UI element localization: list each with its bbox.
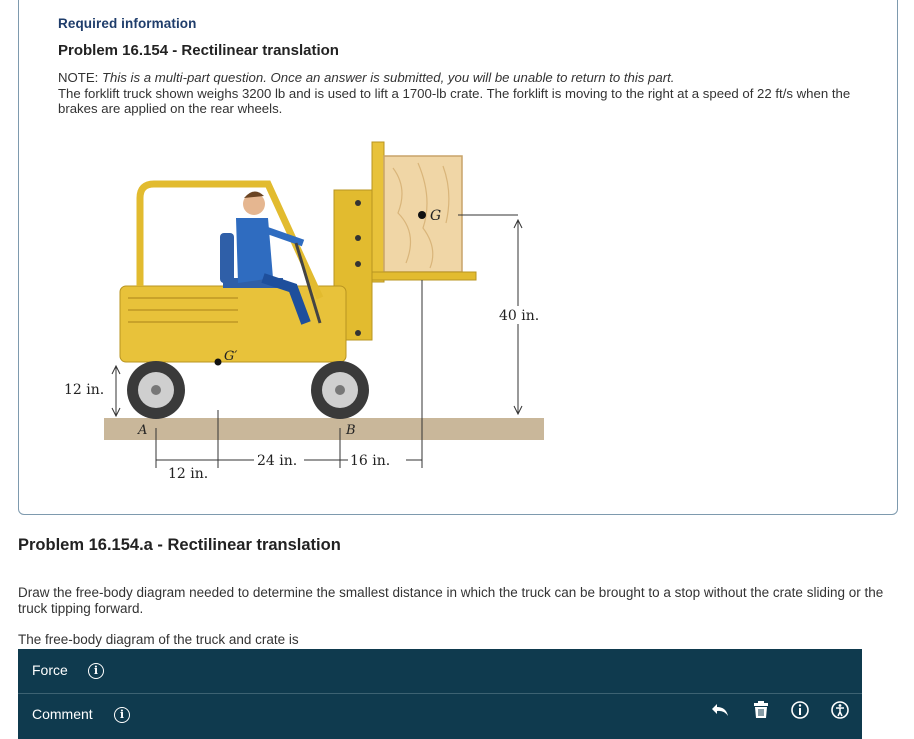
fork xyxy=(372,272,476,280)
problem-title: Problem 16.154 - Rectilinear translation xyxy=(58,42,339,59)
force-row[interactable] xyxy=(18,649,862,694)
undo-icon[interactable] xyxy=(711,700,731,720)
fbd-toolbar xyxy=(18,649,862,739)
dim-24in: 24 in. xyxy=(257,453,298,469)
accessibility-icon[interactable] xyxy=(830,700,850,720)
dim-16in: 16 in. xyxy=(350,453,391,469)
forklift-figure xyxy=(58,138,548,488)
note-text: This is a multi-part question. Once an answer is submitted, you will be unable to return to this part. xyxy=(101,70,675,85)
label-G: G xyxy=(430,208,442,224)
dim-12in-bottom: 12 in. xyxy=(168,466,209,482)
part-instruction: Draw the free-body diagram needed to determine the smallest distance in which the truck can be brought to a stop without the crate sliding or the truck tipping forward. xyxy=(18,585,884,616)
comment-label[interactable]: Comment xyxy=(32,706,93,722)
label-A: A xyxy=(138,423,148,438)
ground xyxy=(104,418,544,440)
problem-statement: The forklift truck shown weighs 3200 lb and is used to lift a 1700-lb crate. The forklift is moving to the right at a speed of 22 ft/s when the brakes are applied on the rear wheels. xyxy=(58,85,851,116)
dim-12in-left: 12 in. xyxy=(64,382,105,398)
comment-info-icon[interactable]: i xyxy=(114,707,130,723)
fbd-intro: The free-body diagram of the truck and crate is xyxy=(18,632,299,647)
front-wheel xyxy=(311,361,369,419)
seat xyxy=(220,233,234,283)
required-information-heading: Required information xyxy=(58,16,197,31)
note-label: NOTE: xyxy=(58,70,99,85)
comment-row[interactable] xyxy=(18,693,862,737)
trash-icon[interactable] xyxy=(751,700,771,720)
part-title: Problem 16.154.a - Rectilinear translation xyxy=(18,536,341,554)
label-G-prime: G′ xyxy=(224,349,238,364)
force-label[interactable]: Force xyxy=(32,662,68,678)
info-icon[interactable] xyxy=(790,700,810,720)
rear-wheel xyxy=(127,361,185,419)
problem-note xyxy=(58,70,868,117)
force-info-icon[interactable]: i xyxy=(88,663,104,679)
lift-carriage xyxy=(372,142,384,282)
label-B: B xyxy=(346,423,356,438)
dim-40in: 40 in. xyxy=(499,308,540,324)
